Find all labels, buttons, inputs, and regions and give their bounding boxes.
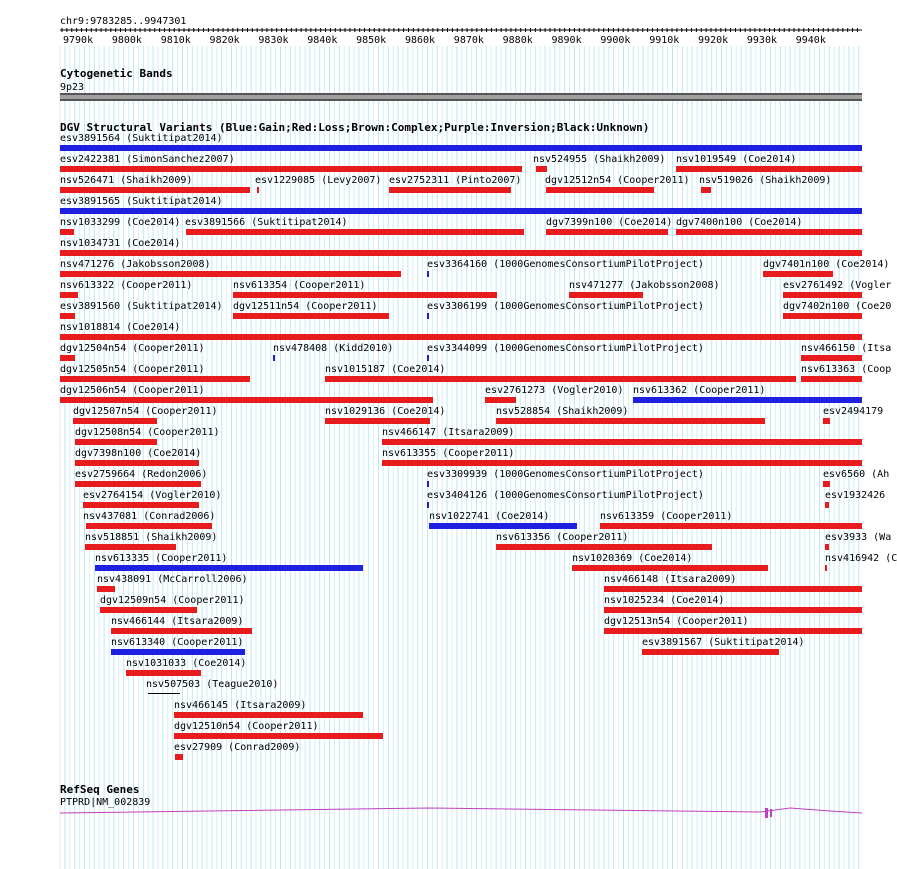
dgv-feature-bar[interactable] xyxy=(60,355,75,361)
dgv-feature-bar[interactable] xyxy=(429,523,577,529)
dgv-feature-bar[interactable] xyxy=(633,397,862,403)
dgv-feature-label[interactable]: nsv437081 (Conrad2006) xyxy=(83,511,216,522)
dgv-feature-label[interactable]: nsv416942 (C xyxy=(825,553,897,564)
dgv-feature-label[interactable]: nsv1031033 (Coe2014) xyxy=(126,658,247,669)
dgv-feature-bar[interactable] xyxy=(569,292,643,298)
dgv-feature-bar[interactable] xyxy=(427,502,429,508)
dgv-feature-label[interactable]: nsv471276 (Jakobsson2008) xyxy=(60,259,211,270)
dgv-feature-label[interactable]: esv2494179 xyxy=(823,406,884,417)
dgv-feature-bar[interactable] xyxy=(783,313,862,319)
dgv-feature-bar[interactable] xyxy=(60,292,78,298)
dgv-feature-bar[interactable] xyxy=(233,313,389,319)
dgv-feature-label[interactable]: esv3891564 (Suktitipat2014) xyxy=(60,133,223,144)
dgv-feature-label[interactable]: nsv1018814 (Coe2014) xyxy=(60,322,181,333)
dgv-feature-bar[interactable] xyxy=(60,271,401,277)
ruler-tick-label: 9790k xyxy=(63,35,94,46)
dgv-feature-label[interactable]: dgv7400n100 (Coe2014) xyxy=(676,217,803,228)
dgv-feature-bar[interactable] xyxy=(389,187,511,193)
dgv-feature-bar[interactable] xyxy=(257,187,259,193)
dgv-feature-label[interactable]: dgv12512n54 (Cooper2011) xyxy=(545,175,690,186)
dgv-feature-bar[interactable] xyxy=(572,565,768,571)
dgv-feature-label[interactable]: nsv613322 (Cooper2011) xyxy=(60,280,193,291)
ruler-tick-label: 9920k xyxy=(698,35,729,46)
dgv-feature-label[interactable]: dgv7399n100 (Coe2014) xyxy=(546,217,673,228)
ruler-tick-label: 9940k xyxy=(795,35,826,46)
ruler-tick-label: 9830k xyxy=(258,35,289,46)
dgv-feature-label[interactable]: dgv7402n100 (Coe20 xyxy=(783,301,892,312)
dgv-feature-bar[interactable] xyxy=(233,292,497,298)
refseq-gene-label[interactable]: PTPRD|NM_002839 xyxy=(60,797,151,808)
dgv-feature-label[interactable]: nsv1025234 (Coe2014) xyxy=(604,595,725,606)
dgv-feature-bar[interactable] xyxy=(536,166,547,172)
dgv-feature-bar[interactable] xyxy=(174,712,363,718)
dgv-feature-label[interactable]: esv2752311 (Pinto2007) xyxy=(389,175,522,186)
dgv-feature-bar[interactable] xyxy=(86,523,212,529)
ruler-tick-label: 9910k xyxy=(649,35,680,46)
dgv-feature-bar[interactable] xyxy=(60,334,862,340)
ruler-tick-label: 9800k xyxy=(111,35,142,46)
dgv-feature-label[interactable]: esv2764154 (Vogler2010) xyxy=(83,490,222,501)
dgv-feature-bar[interactable] xyxy=(60,166,522,172)
dgv-feature-label[interactable]: nsv613335 (Cooper2011) xyxy=(95,553,228,564)
dgv-feature-label[interactable]: nsv613354 (Cooper2011) xyxy=(233,280,366,291)
dgv-feature-label[interactable]: esv3891567 (Suktitipat2014) xyxy=(642,637,805,648)
dgv-feature-bar[interactable] xyxy=(60,313,75,319)
dgv-feature-bar[interactable] xyxy=(427,313,429,319)
dgv-feature-label[interactable]: dgv12513n54 (Cooper2011) xyxy=(604,616,749,627)
ruler-tick-label: 9890k xyxy=(551,35,582,46)
dgv-feature-bar[interactable] xyxy=(642,649,779,655)
dgv-feature-bar[interactable] xyxy=(273,355,275,361)
dgv-feature-label[interactable]: nsv613355 (Cooper2011) xyxy=(382,448,515,459)
dgv-feature-bar[interactable] xyxy=(111,649,245,655)
dgv-feature-label[interactable]: nsv524955 (Shaikh2009) xyxy=(533,154,666,165)
dgv-feature-label[interactable]: esv3404126 (1000GenomesConsortiumPilotProject) xyxy=(427,490,704,501)
dgv-feature-label[interactable]: nsv438091 (McCarroll2006) xyxy=(97,574,248,585)
ruler-tick-label: 9810k xyxy=(160,35,191,46)
dgv-feature-label[interactable]: nsv466148 (Itsara2009) xyxy=(604,574,737,585)
dgv-feature-bar[interactable] xyxy=(60,229,74,235)
refseq-gene-model[interactable] xyxy=(0,800,890,824)
dgv-feature-label[interactable]: dgv12505n54 (Cooper2011) xyxy=(60,364,205,375)
dgv-feature-label[interactable]: esv3344099 (1000GenomesConsortiumPilotProject) xyxy=(427,343,704,354)
dgv-feature-bar[interactable] xyxy=(427,271,429,277)
dgv-feature-bar[interactable] xyxy=(546,229,668,235)
dgv-feature-label[interactable]: nsv1022741 (Coe2014) xyxy=(429,511,550,522)
dgv-feature-bar[interactable] xyxy=(60,145,862,151)
dgv-feature-label[interactable]: dgv12510n54 (Cooper2011) xyxy=(174,721,319,732)
ruler-tick-label: 9820k xyxy=(209,35,240,46)
dgv-feature-bar[interactable] xyxy=(75,460,199,466)
dgv-feature-label[interactable]: nsv1034731 (Coe2014) xyxy=(60,238,181,249)
dgv-feature-bar[interactable] xyxy=(604,607,862,613)
dgv-feature-label[interactable]: nsv471277 (Jakobsson2008) xyxy=(569,280,720,291)
dgv-feature-bar[interactable] xyxy=(763,271,833,277)
dgv-feature-bar[interactable] xyxy=(85,544,176,550)
dgv-feature-bar[interactable] xyxy=(325,418,430,424)
dgv-feature-bar[interactable] xyxy=(60,208,862,214)
dgv-track-title[interactable]: DGV Structural Variants (Blue:Gain;Red:Loss;Brown:Complex;Purple:Inversion;Black:Unknown) xyxy=(60,121,650,134)
dgv-feature-label[interactable]: esv1229085 (Levy2007) xyxy=(255,175,382,186)
dgv-feature-label[interactable]: nsv1033299 (Coe2014) xyxy=(60,217,181,228)
refseq-track-title[interactable]: RefSeq Genes xyxy=(60,783,140,796)
dgv-feature-label[interactable]: nsv613340 (Cooper2011) xyxy=(111,637,244,648)
dgv-feature-bar[interactable] xyxy=(485,397,516,403)
dgv-feature-label[interactable]: nsv478408 (Kidd2010) xyxy=(273,343,394,354)
dgv-feature-label[interactable]: dgv7401n100 (Coe2014) xyxy=(763,259,890,270)
dgv-feature-label[interactable]: esv2761492 (Vogler xyxy=(783,280,892,291)
dgv-feature-bar[interactable] xyxy=(111,628,252,634)
dgv-feature-bar[interactable] xyxy=(325,376,796,382)
dgv-feature-label[interactable]: dgv12509n54 (Cooper2011) xyxy=(100,595,245,606)
dgv-feature-label[interactable]: nsv466144 (Itsara2009) xyxy=(111,616,244,627)
dgv-feature-bar[interactable] xyxy=(382,460,862,466)
dgv-feature-bar[interactable] xyxy=(676,229,862,235)
dgv-feature-bar[interactable] xyxy=(75,481,201,487)
dgv-feature-bar[interactable] xyxy=(73,418,157,424)
dgv-feature-bar[interactable] xyxy=(427,355,429,361)
dgv-feature-label[interactable]: dgv12506n54 (Cooper2011) xyxy=(60,385,205,396)
dgv-feature-label[interactable]: nsv613359 (Cooper2011) xyxy=(600,511,733,522)
dgv-feature-bar[interactable] xyxy=(701,187,711,193)
cytoband-ideogram[interactable] xyxy=(60,93,862,101)
dgv-feature-bar[interactable] xyxy=(148,693,180,694)
dgv-feature-label[interactable]: nsv613356 (Cooper2011) xyxy=(496,532,629,543)
dgv-feature-label[interactable]: dgv12504n54 (Cooper2011) xyxy=(60,343,205,354)
dgv-feature-bar[interactable] xyxy=(60,397,433,403)
dgv-feature-label[interactable]: esv3891565 (Suktitipat2014) xyxy=(60,196,223,207)
dgv-feature-label[interactable]: nsv1015187 (Coe2014) xyxy=(325,364,446,375)
dgv-feature-label[interactable]: dgv12507n54 (Cooper2011) xyxy=(73,406,218,417)
dgv-feature-label[interactable]: dgv12511n54 (Cooper2011) xyxy=(233,301,378,312)
dgv-feature-bar[interactable] xyxy=(676,166,862,172)
dgv-feature-label[interactable]: nsv519026 (Shaikh2009) xyxy=(699,175,832,186)
dgv-feature-bar[interactable] xyxy=(97,586,115,592)
dgv-feature-bar[interactable] xyxy=(186,229,524,235)
ruler-tick-label: 9870k xyxy=(453,35,484,46)
dgv-feature-bar[interactable] xyxy=(801,376,862,382)
ruler-tick-label: 9880k xyxy=(502,35,533,46)
dgv-feature-label[interactable]: dgv7398n100 (Coe2014) xyxy=(75,448,202,459)
ruler-tick-label: 9850k xyxy=(356,35,387,46)
dgv-feature-bar[interactable] xyxy=(95,565,363,571)
cytoband-label: 9p23 xyxy=(60,82,85,93)
dgv-feature-label[interactable]: dgv12508n54 (Cooper2011) xyxy=(75,427,220,438)
location-label: chr9:9783285..9947301 xyxy=(60,16,187,27)
cytoband-track-title[interactable]: Cytogenetic Bands xyxy=(60,67,173,80)
dgv-feature-bar[interactable] xyxy=(825,565,827,571)
dgv-feature-label[interactable]: nsv1019549 (Coe2014) xyxy=(676,154,797,165)
dgv-feature-label[interactable]: nsv466147 (Itsara2009) xyxy=(382,427,515,438)
dgv-feature-label[interactable]: nsv518851 (Shaikh2009) xyxy=(85,532,218,543)
dgv-feature-label[interactable]: nsv466150 (Itsa xyxy=(801,343,892,354)
ruler-tick-label: 9840k xyxy=(307,35,338,46)
dgv-feature-label[interactable]: esv2759664 (Redon2006) xyxy=(75,469,208,480)
dgv-feature-bar[interactable] xyxy=(83,502,199,508)
dgv-feature-label[interactable]: esv2422381 (SimonSanchez2007) xyxy=(60,154,235,165)
dgv-feature-label[interactable]: nsv507503 (Teague2010) xyxy=(146,679,279,690)
ruler-tick-label: 9930k xyxy=(746,35,777,46)
dgv-feature-bar[interactable] xyxy=(604,628,862,634)
dgv-feature-label[interactable]: nsv1029136 (Coe2014) xyxy=(325,406,446,417)
ruler-tick-label: 9860k xyxy=(404,35,436,46)
dgv-feature-label[interactable]: nsv528854 (Shaikh2009) xyxy=(496,406,629,417)
dgv-feature-label[interactable]: esv3933 (Wa xyxy=(825,532,892,543)
dgv-feature-label[interactable]: esv3306199 (1000GenomesConsortiumPilotProject) xyxy=(427,301,704,312)
dgv-feature-bar[interactable] xyxy=(604,586,862,592)
dgv-feature-bar[interactable] xyxy=(823,481,830,487)
dgv-feature-bar[interactable] xyxy=(100,607,197,613)
dgv-feature-bar[interactable] xyxy=(60,250,862,256)
dgv-feature-label[interactable]: esv3891560 (Suktitipat2014) xyxy=(60,301,223,312)
dgv-feature-bar[interactable] xyxy=(801,355,862,361)
dgv-feature-label[interactable]: nsv1020369 (Coe2014) xyxy=(572,553,693,564)
dgv-feature-bar[interactable] xyxy=(825,544,829,550)
dgv-feature-bar[interactable] xyxy=(75,439,157,445)
dgv-feature-label[interactable]: nsv526471 (Shaikh2009) xyxy=(60,175,193,186)
dgv-feature-bar[interactable] xyxy=(175,754,183,760)
dgv-feature-bar[interactable] xyxy=(783,292,862,298)
dgv-feature-label[interactable]: nsv613362 (Cooper2011) xyxy=(633,385,766,396)
dgv-feature-bar[interactable] xyxy=(60,187,250,193)
dgv-feature-bar[interactable] xyxy=(174,733,383,739)
dgv-feature-label[interactable]: esv2761273 (Vogler2010) xyxy=(485,385,624,396)
dgv-feature-bar[interactable] xyxy=(600,523,862,529)
dgv-feature-bar[interactable] xyxy=(496,544,712,550)
dgv-feature-bar[interactable] xyxy=(60,376,250,382)
dgv-feature-label[interactable]: esv3891566 (Suktitipat2014) xyxy=(185,217,348,228)
dgv-feature-label[interactable]: esv3309939 (1000GenomesConsortiumPilotProject) xyxy=(427,469,704,480)
dgv-feature-label[interactable]: esv27909 (Conrad2009) xyxy=(174,742,301,753)
dgv-feature-label[interactable]: esv3364160 (1000GenomesConsortiumPilotProject) xyxy=(427,259,704,270)
dgv-feature-bar[interactable] xyxy=(382,439,862,445)
dgv-feature-bar[interactable] xyxy=(825,502,829,508)
ruler-tick-label: 9900k xyxy=(600,35,631,46)
dgv-feature-bar[interactable] xyxy=(823,418,830,424)
ruler[interactable] xyxy=(0,0,890,50)
dgv-feature-label[interactable]: nsv613363 (Coop xyxy=(801,364,892,375)
dgv-feature-bar[interactable] xyxy=(427,481,429,487)
dgv-feature-bar[interactable] xyxy=(496,418,765,424)
dgv-feature-bar[interactable] xyxy=(126,670,201,676)
dgv-feature-bar[interactable] xyxy=(546,187,654,193)
dgv-feature-label[interactable]: nsv466145 (Itsara2009) xyxy=(174,700,307,711)
dgv-feature-label[interactable]: esv6560 (Ah xyxy=(823,469,890,480)
dgv-feature-label[interactable]: esv1932426 xyxy=(825,490,886,501)
